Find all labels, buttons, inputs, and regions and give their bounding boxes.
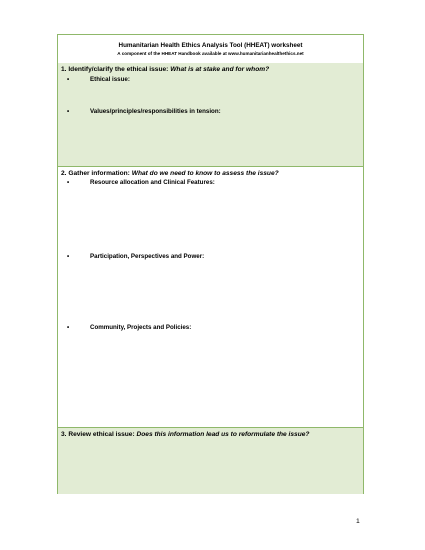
bullet-label: Community, Projects and Policies:	[90, 324, 192, 331]
bullet-dot: •	[67, 253, 70, 260]
section-3-title	[61, 431, 309, 438]
bullet-dot: •	[67, 108, 70, 115]
section-2-question: What do we need to know to assess the issue?	[131, 170, 279, 177]
worksheet-title: Humanitarian Health Ethics Analysis Tool (HHEAT) worksheet	[118, 42, 303, 49]
section-gather-information[interactable]	[58, 167, 363, 428]
bullet-ethical-issue	[67, 76, 130, 83]
section-1-question: What is at stake and for whom?	[170, 66, 270, 73]
bullet-community	[67, 324, 191, 331]
bullet-dot: •	[67, 76, 70, 83]
worksheet	[57, 34, 364, 494]
section-1-heading: 1. Identify/clarify the ethical issue:	[61, 66, 171, 73]
bullet-label: Resource allocation and Clinical Features:	[90, 179, 215, 186]
bullet-dot: •	[67, 324, 70, 331]
section-1-title	[61, 66, 269, 73]
worksheet-header	[58, 35, 363, 64]
bullet-values-in-tension	[67, 108, 221, 115]
bullet-participation	[67, 253, 204, 260]
bullet-label: Values/principles/responsibilities in tension:	[90, 108, 221, 115]
bullet-dot: •	[67, 179, 70, 186]
worksheet-subtitle: A component of the HHEAT Handbook available at www.humanitarianhealthethics.net	[117, 51, 304, 56]
section-identify-issue[interactable]	[58, 63, 363, 167]
section-2-heading: 2. Gather information:	[61, 170, 132, 177]
bullet-resource-allocation	[67, 179, 215, 186]
section-3-heading: 3. Review ethical issue:	[61, 431, 137, 438]
section-3-question: Does this information lead us to reformulate the issue?	[136, 431, 310, 438]
section-review-issue[interactable]	[58, 428, 363, 494]
bullet-label: Participation, Perspectives and Power:	[90, 253, 205, 260]
bullet-label: Ethical issue:	[90, 76, 130, 83]
section-2-title	[61, 170, 279, 177]
page-number: 1	[356, 518, 360, 525]
